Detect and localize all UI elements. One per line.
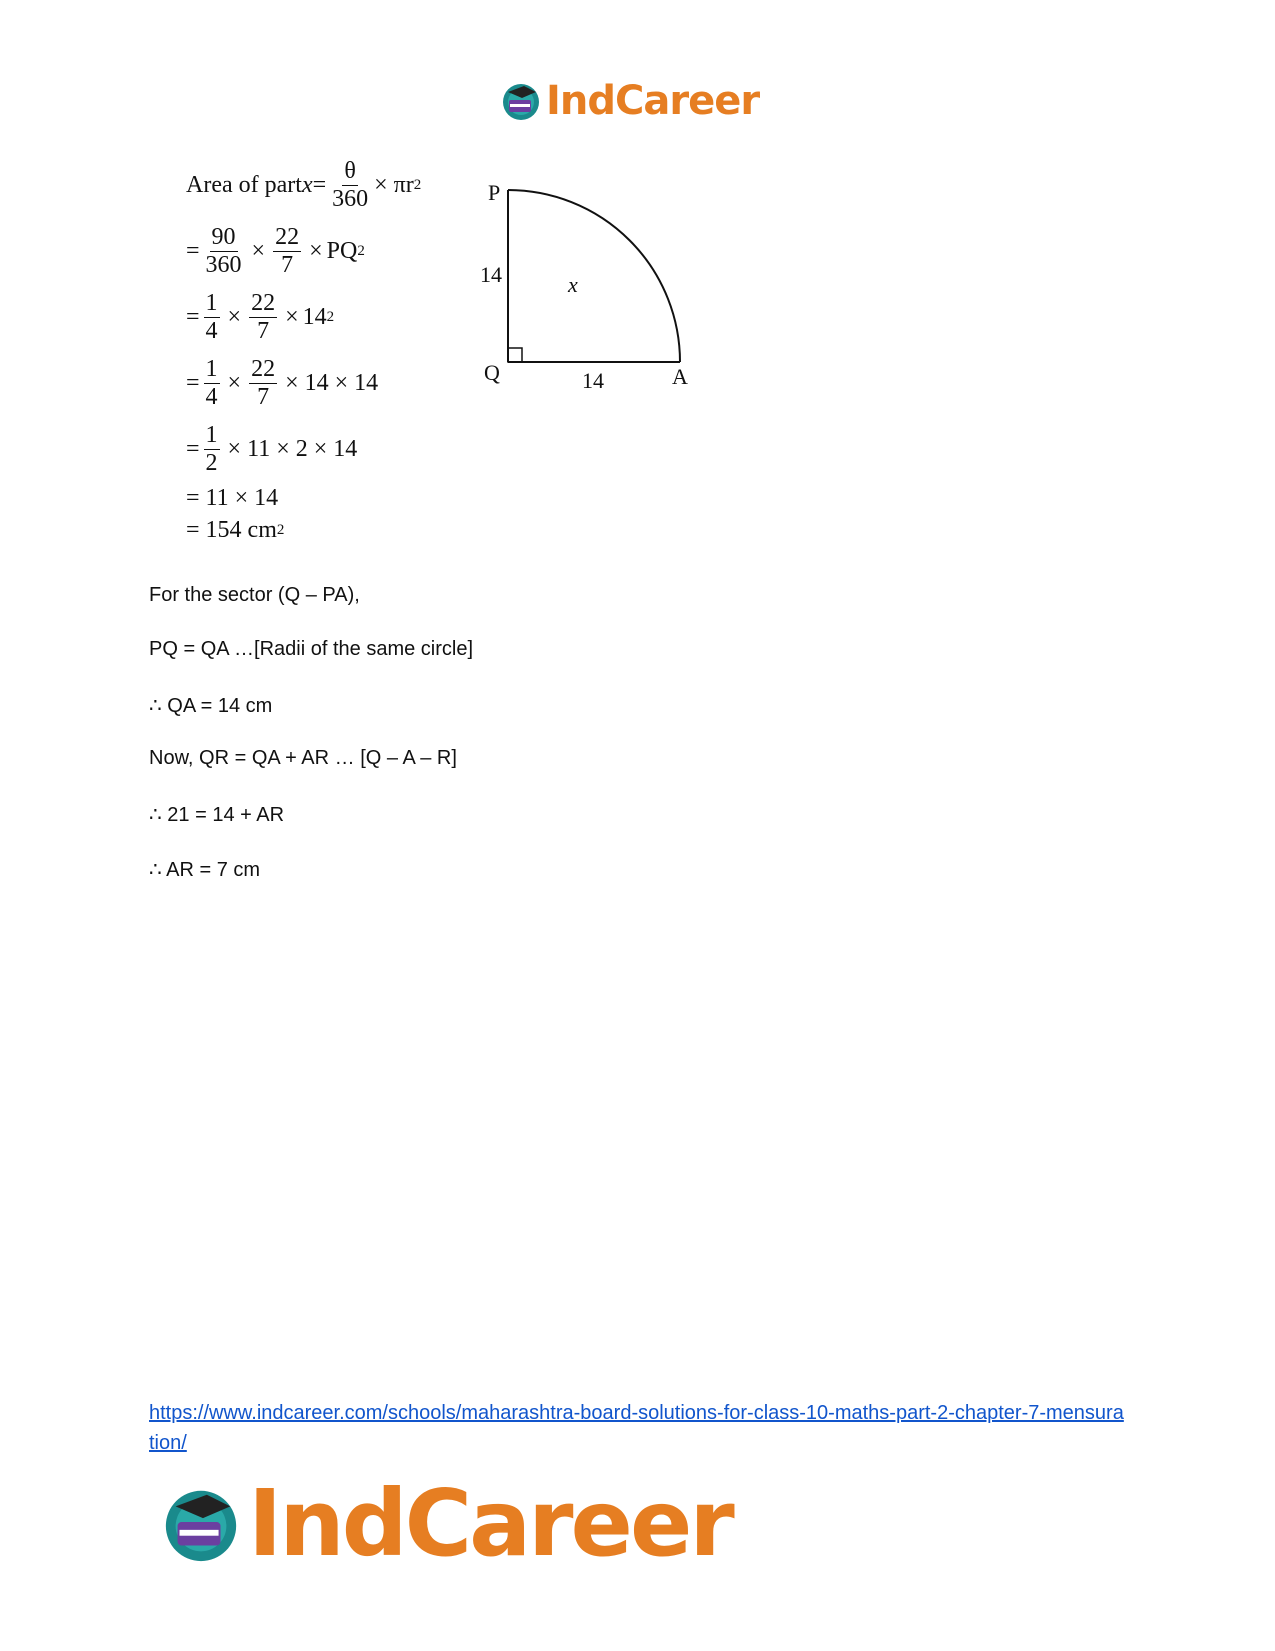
header-logo <box>500 78 759 124</box>
math-text: = <box>312 171 327 198</box>
equals: = <box>186 369 200 396</box>
fraction <box>204 224 244 278</box>
math-line-2 <box>186 218 486 284</box>
fraction <box>249 290 277 344</box>
denominator: 7 <box>257 383 270 410</box>
math-line-3 <box>186 284 486 350</box>
quadrant-diagram <box>480 180 700 400</box>
times: × <box>227 369 242 396</box>
numerator: 90 <box>211 224 236 251</box>
denominator: 7 <box>257 317 270 344</box>
numerator: 22 <box>251 290 276 317</box>
times: × <box>309 237 323 264</box>
superscript: 2 <box>357 242 365 259</box>
logo-globe-icon <box>500 80 542 122</box>
superscript: 2 <box>413 176 422 193</box>
superscript: 2 <box>326 308 335 325</box>
fraction <box>204 290 220 344</box>
paragraph-3: ∴ QA = 14 cm <box>149 695 273 717</box>
fraction <box>273 224 301 278</box>
math-line-4 <box>186 350 486 416</box>
area-derivation <box>186 152 486 546</box>
quadrant-arc <box>508 190 680 362</box>
logo-text: IndCareer <box>546 78 760 124</box>
math-text: = 11 × 14 <box>186 484 279 511</box>
numerator: 1 <box>205 356 218 383</box>
times: × <box>251 237 266 264</box>
fraction <box>249 356 277 410</box>
logo-text: IndCareer <box>248 1470 732 1577</box>
math-line-1 <box>186 152 486 218</box>
paragraph-1: For the sector (Q – PA), <box>149 584 360 606</box>
paragraph-4: Now, QR = QA + AR … [Q – A – R] <box>149 747 457 769</box>
math-text: Area of part <box>186 171 302 198</box>
denominator: 360 <box>205 251 242 278</box>
logo-globe-icon <box>160 1483 242 1565</box>
math-var: x <box>301 171 313 198</box>
math-line-6 <box>186 482 486 514</box>
label-p: P <box>488 180 501 205</box>
math-text: 14 <box>302 303 327 330</box>
denominator: 4 <box>205 317 218 344</box>
math-text: × 11 × 2 × 14 <box>227 435 358 462</box>
numerator: 1 <box>205 422 218 449</box>
source-url-link[interactable]: https://www.indcareer.com/schools/maharashtra-board-solutions-for-class-10-maths-part-2-chapter-7-mensuration/ <box>149 1402 1124 1454</box>
label-q: Q <box>484 360 500 385</box>
times: × <box>227 303 242 330</box>
label-side-left: 14 <box>480 262 502 287</box>
math-text: PQ <box>326 237 358 264</box>
paragraph-2: PQ = QA …[Radii of the same circle] <box>149 638 474 660</box>
fraction <box>330 158 370 212</box>
label-side-bottom: 14 <box>582 368 604 393</box>
paragraph-6: ∴ AR = 7 cm <box>149 859 261 881</box>
footer-logo <box>160 1470 732 1577</box>
fraction <box>204 356 220 410</box>
paragraph-5: ∴ 21 = 14 + AR <box>149 804 285 826</box>
math-text: × πr <box>374 171 414 198</box>
times: × <box>285 303 299 330</box>
label-a: A <box>672 364 688 389</box>
math-line-7 <box>186 514 486 546</box>
math-line-5 <box>186 416 486 482</box>
superscript: 2 <box>276 521 285 538</box>
numerator: 22 <box>251 356 276 383</box>
numerator: 22 <box>275 224 300 251</box>
denominator: 7 <box>281 251 294 278</box>
denominator: 4 <box>205 383 218 410</box>
math-text: = 154 cm <box>186 516 277 543</box>
right-angle-mark <box>508 348 522 362</box>
numerator: 1 <box>205 290 218 317</box>
fraction <box>204 422 220 476</box>
math-text: × 14 × 14 <box>285 369 379 396</box>
equals: = <box>186 237 200 264</box>
label-x: x <box>568 272 578 297</box>
equals: = <box>186 435 200 462</box>
denominator: 360 <box>332 185 369 212</box>
equals: = <box>186 303 200 330</box>
numerator: θ <box>344 158 356 185</box>
denominator: 2 <box>205 449 218 476</box>
